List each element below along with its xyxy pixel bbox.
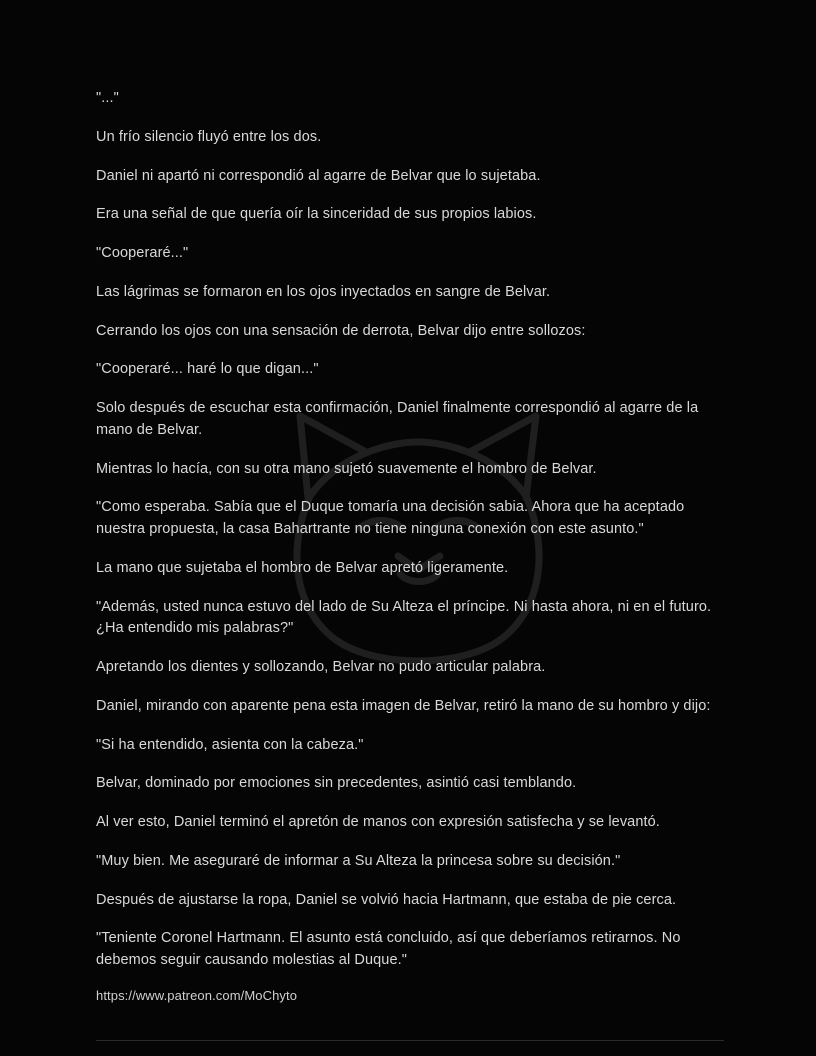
paragraph: Solo después de escuchar esta confirmación, Daniel finalmente correspondió al agarre de la mano de Belvar. xyxy=(96,400,699,438)
paragraph: "Teniente Coronel Hartmann. El asunto está concluido, así que deberíamos retirarnos. No debemos seguir causando molestias al Duque." xyxy=(96,930,681,968)
patreon-link[interactable]: https://www.patreon.com/MoChyto xyxy=(96,988,298,1003)
paragraph: Daniel ni apartó ni correspondió al agarre de Belvar que lo sujetaba. xyxy=(96,167,541,184)
paragraph: Belvar, dominado por emociones sin precedentes, asintió casi temblando. xyxy=(96,775,577,792)
paragraph: Cerrando los ojos con una sensación de derrota, Belvar dijo entre sollozos: xyxy=(96,322,586,339)
document-body xyxy=(96,88,724,989)
paragraph: Al ver esto, Daniel terminó el apretón de manos con expresión satisfecha y se levantó. xyxy=(96,814,660,830)
paragraph: Un frío silencio fluyó entre los dos. xyxy=(96,128,322,145)
paragraph: Daniel, mirando con aparente pena esta imagen de Belvar, retiró la mano de su hombro y dijo: xyxy=(96,697,711,714)
paragraph: Después de ajustarse la ropa, Daniel se volvió hacia Hartmann, que estaba de pie cerca. xyxy=(96,891,677,908)
page-bottom-divider xyxy=(96,1040,724,1041)
paragraph: Mientras lo hacía, con su otra mano sujetó suavemente el hombro de Belvar. xyxy=(96,460,597,477)
paragraph: "Cooperaré... haré lo que digan..." xyxy=(96,361,319,378)
paragraph: Era una señal de que quería oír la sinceridad de sus propios labios. xyxy=(96,206,537,223)
paragraph: La mano que sujetaba el hombro de Belvar apretó ligeramente. xyxy=(96,559,509,576)
paragraph: Apretando los dientes y sollozando, Belvar no pudo articular palabra. xyxy=(96,659,546,675)
paragraph: "Además, usted nunca estuvo del lado de Su Alteza el príncipe. Ni hasta ahora, ni en el futuro. ¿Ha entendido mis palabras?" xyxy=(96,598,712,637)
paragraph: "Cooperaré..." xyxy=(96,245,189,261)
paragraph: "..." xyxy=(96,90,119,106)
paragraph: "Si ha entendido, asienta con la cabeza." xyxy=(96,736,364,753)
paragraph: "Como esperaba. Sabía que el Duque tomaría una decisión sabia. Ahora que ha aceptado nuestra propuesta, la casa Bahartrante no tiene ninguna conexión con este asunto." xyxy=(96,499,685,537)
paragraph: "Muy bien. Me aseguraré de informar a Su Alteza la princesa sobre su decisión." xyxy=(96,852,621,869)
paragraph: Las lágrimas se formaron en los ojos inyectados en sangre de Belvar. xyxy=(96,283,551,300)
